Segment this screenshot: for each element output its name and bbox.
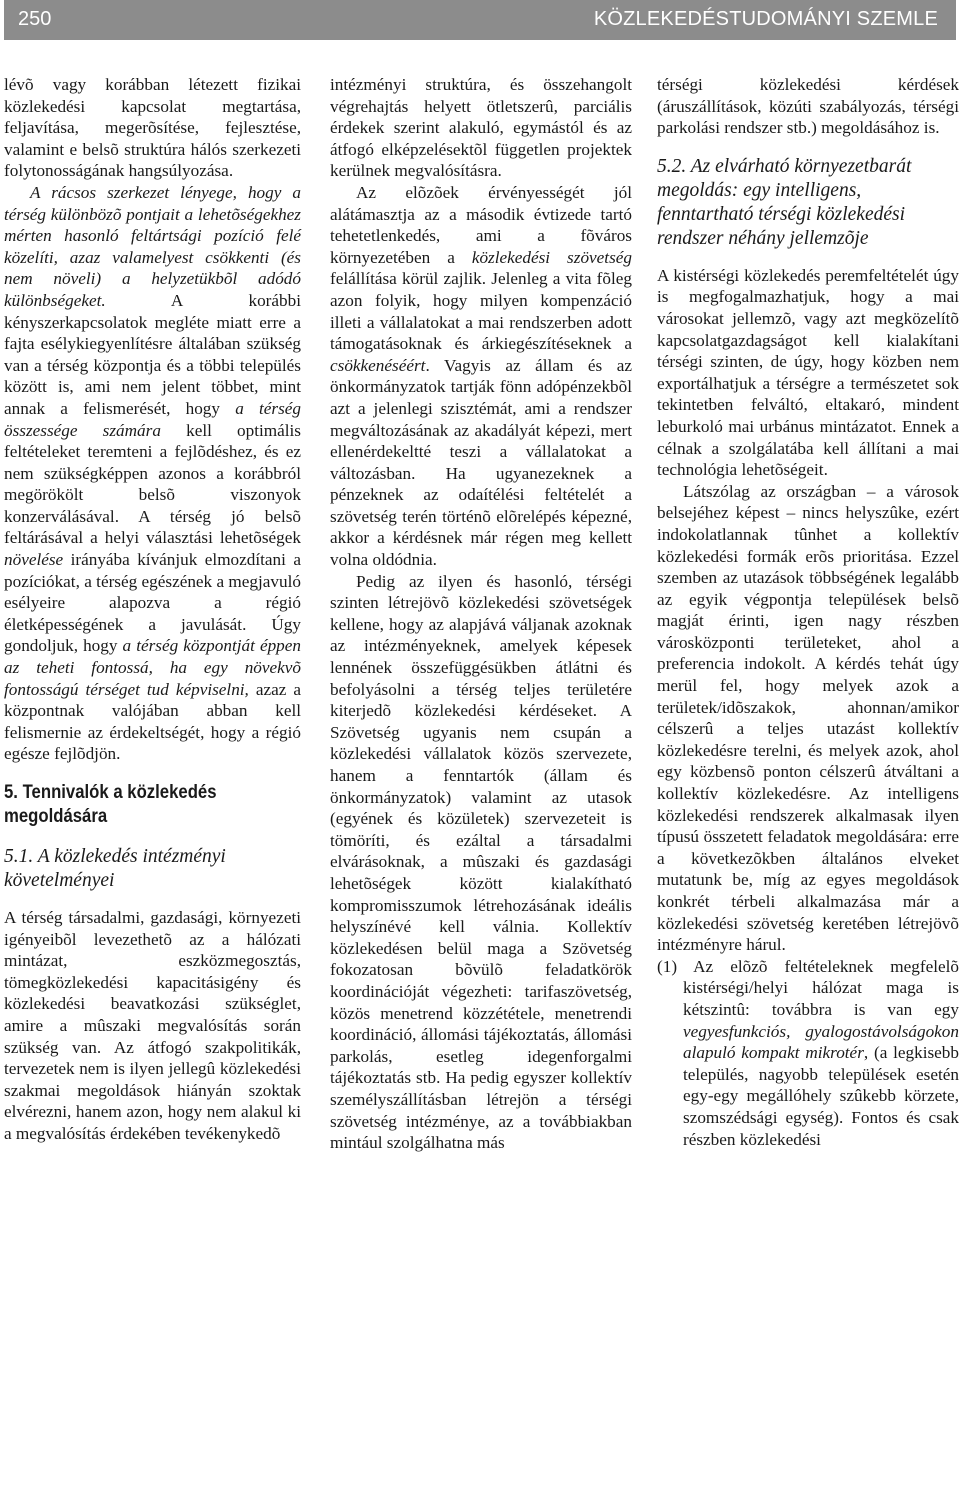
page-header [4,0,956,40]
subsection-heading: 5.1. A közlekedés intézményi követelményei [4,846,226,891]
paragraph: Pedig az ilyen és hasonló, térségi szinten létrejövõ közlekedési szövetségek kellene, hogy az alapjává váljanak azoknak az intézményeknek, amelyek képesek lennének összefüggésükben átlátni és befolyásolni a térség teljes területére kiterjedõ közlekedési kérdéseket. A Szövetség ugyanis nem csupán a közlekedési vállalatok közös szervezete, hanem a fenntartók (állam és önkormányzatok) valamint az utasok (egyének és közületek) szervezeteit is tömöríti, és ezáltal a társadalmi elvárásoknak, a mûszaki és gazdasági lehetõségek között kialakítható kompromisszumok létrehozásának ideális helyszínévé kell válnia. Kollektív közlekedésen belül maga a Szövetség fokozatosan bõvülõ feladatkörök koordinációját végezheti: tarifaszövetség, közös menetrend közzététele, menetrendi koordináció, állomási tájékoztatás, állomási parkolás, esetleg idegenforgalmi tájékoztatás stb. Ha pedig egyszer kollektív személyszállításban létrejön a térségi szövetség intézménye, az a továbbiakban mintául szolgálhatna más [330,571,632,1153]
emphasis-text: csökkenéséért [330,355,426,375]
body-text: Az elõzõek érvényességét jól alátámasztja az a második évtizede tartó tehetetlenkedés, ami a fõváros környezetében a [330,182,632,267]
body-text: kell optimális feltételeket teremteni a fejlõdéshez, és ez nem szükségképpen azonos a korábbról megörökölt belsõ viszonyok konzerválásával. A térség jó belsõ feltárásával a helyi választási lehetõségek [4,420,301,548]
emphasis-text: a térség központját éppen az teheti fontossá, ha egy növekvõ fontosságú térséget tud képviselni, [4,636,301,699]
paragraph [4,182,301,765]
emphasis-text: A rácsos szerkezet lényege, hogy a térség különbözõ pontjait a lehetõségekhez mérten hasonló feltártsági pozíció felé közelíti, azaz valamelyest csökkenti (és nem növeli) a helyzetükbõl adódó különbségeket. [4,182,301,310]
body-text: , (a legkisebb település, nagyobb települések esetén egy-egy megállóhely szûkebb körzete, szomszédsági egység). Fontos és csak részben közlekedési [683,1043,959,1149]
paragraph [330,182,632,571]
paragraph: intézményi struktúra, és összehangolt végrehajtás helyett ötletszerû, parciális érdekek szerint alakuló, egymástól és az átfogó elképzelésektõl független projektek kerülnek megvalósításra. [330,75,632,181]
column-2 [330,74,632,1154]
column-1 [4,74,301,1145]
paragraph: lévõ vagy korábban létezett fizikai közlekedési kapcsolat megtartása, feljavítása, megerõsítése, fejlesztése, valamint e belsõ struktúra hálós szerkezeti folytonosságának hangsúlyozása. [4,75,301,181]
paragraph: A kistérségi közlekedés peremfeltételét úgy is megfogalmazhatjuk, hogy a mai városokat jellemzõ, vagy azt megközelítõ kapcsolatgazdagságot kell kialakítani térségi szinten, de úgy, hogy közben nem exportálhatjuk a térségre a természetet sok tekintetben felváltó, eltakaró, mindent leburkoló mai urbánus mintázatot. Ennek a célnak a szolgálatába kell állítani a mai technológia lehetõségeit. [657,265,959,480]
body-text: A korábbi kényszerkapcsolatok megléte miatt erre a fajta esélykiegyenlítésre általában szükség van a térség központja és a többi település között is, ami nem jelent többet, mint annak a felismerését, hogy [4,290,301,418]
body-text: azaz a központnak valójában abban kell felismernie az érdekeltségét, hogy a régió egésze fejlõdjön. [4,679,301,764]
body-text: felállítása körül zajlik. Jelenleg a vita fõleg azon folyik, hogy milyen kompenzáció illeti a vállalatokat a mai rendszerben adott támogatásoknak és árkiegészítéseknek a [330,269,632,354]
emphasis-text: vegyesfunkciós, gyalogostávolságokon alapuló kompakt mikrotér [683,1021,959,1063]
section-heading: 5. Tennivalók a közlekedés megoldására [4,782,217,827]
emphasis-text: a térség összessége számára [4,398,301,440]
body-text: irányába kívánjuk elmozdítani a pozíciókat, a térség egészének a megjavuló esélyeire alapozva a régió életképességének a javulását. Úgy gondoljuk, hogy [4,550,301,656]
paragraph: térségi közlekedési kérdések (áruszállítások, közúti szabályozás, térségi parkolási rendszer stb.) megoldásához is. [657,75,959,138]
paragraph: A térség társadalmi, gazdasági, környezeti igényeibõl levezethetõ az a hálózati mintázat, eszközmegosztás, tömegközlekedési kapacitásigény és közlekedési beavatkozási szükséglet, amire a mûszaki megvalósítás során szükség van. Az átfogó szakpolitikák, tervezetek nem is ilyen jellegû közlekedési szakmai megoldások hiányán szoktak elvérezni, hanem azon, hogy nem alakul ki a megvalósítás érdekében tevékenykedõ [4,908,301,1143]
page-number: 250 [18,8,52,30]
body-text: . Vagyis az állam és az önkormányzatok tartják fönn adópénzekbõl azt a jelenlegi szisztémát, ami a rendszer megváltozásának az akadályát képezi, mert ellenérdekeltté teszi a vállalatokat a változásban. Ha ugyanezeknek a pénzeknek az odaítélési feltételét a szövetség terén történõ elõrelépés képezné, akkor a kérdésnek már régen meg kellett volna oldódnia. [330,355,632,570]
emphasis-text: közlekedési szövetség [471,247,632,267]
emphasis-text: növelése [4,550,64,570]
body-text: (1) Az elõzõ feltételeknek megfelelõ kistérségi/helyi hálózat maga is kétszintû: továbbra is van egy [657,956,959,1019]
column-3 [657,74,959,1150]
paragraph: Látszólag az országban – a városok belsejéhez képest – nincs helyszûke, ezért indokolatlannak tûnhet a kollektív közlekedési formák erõs prioritása. Ezzel szemben az utazások többségének legalább az egyik végpontja települések belsõ magját érinti, igen nagy részben városközponti területeket, ahol a preferencia indokolt. A kérdés tehát úgy merül fel, hogy melyek azok a területek/idõszakok, ahonnan/amikor célszerû a teljes utazást kollektív közlekedésre terelni, és melyek azok, ahol egy közbensõ ponton célszerû átváltani a kollektív közlekedésre. Az intelligens közlekedési rendszerek alkalmasak ilyen típusú összetett feladatok megoldására: erre a következõkben általános elveket mutatunk be, míg az egyes megoldások konkrét térbeli alkalmazása már a közlekedési szövetség keretében létrejövõ intézményre hárul. [657,481,959,955]
list-item [657,956,959,1150]
journal-title: KÖZLEKEDÉSTUDOMÁNYI SZEMLE [593,8,938,30]
subsection-heading: 5.2. Az elvárható környezetbarát megoldás: egy intelligens, fenntartható térségi közlekedési rendszer néhány jellemzõje [657,155,912,249]
